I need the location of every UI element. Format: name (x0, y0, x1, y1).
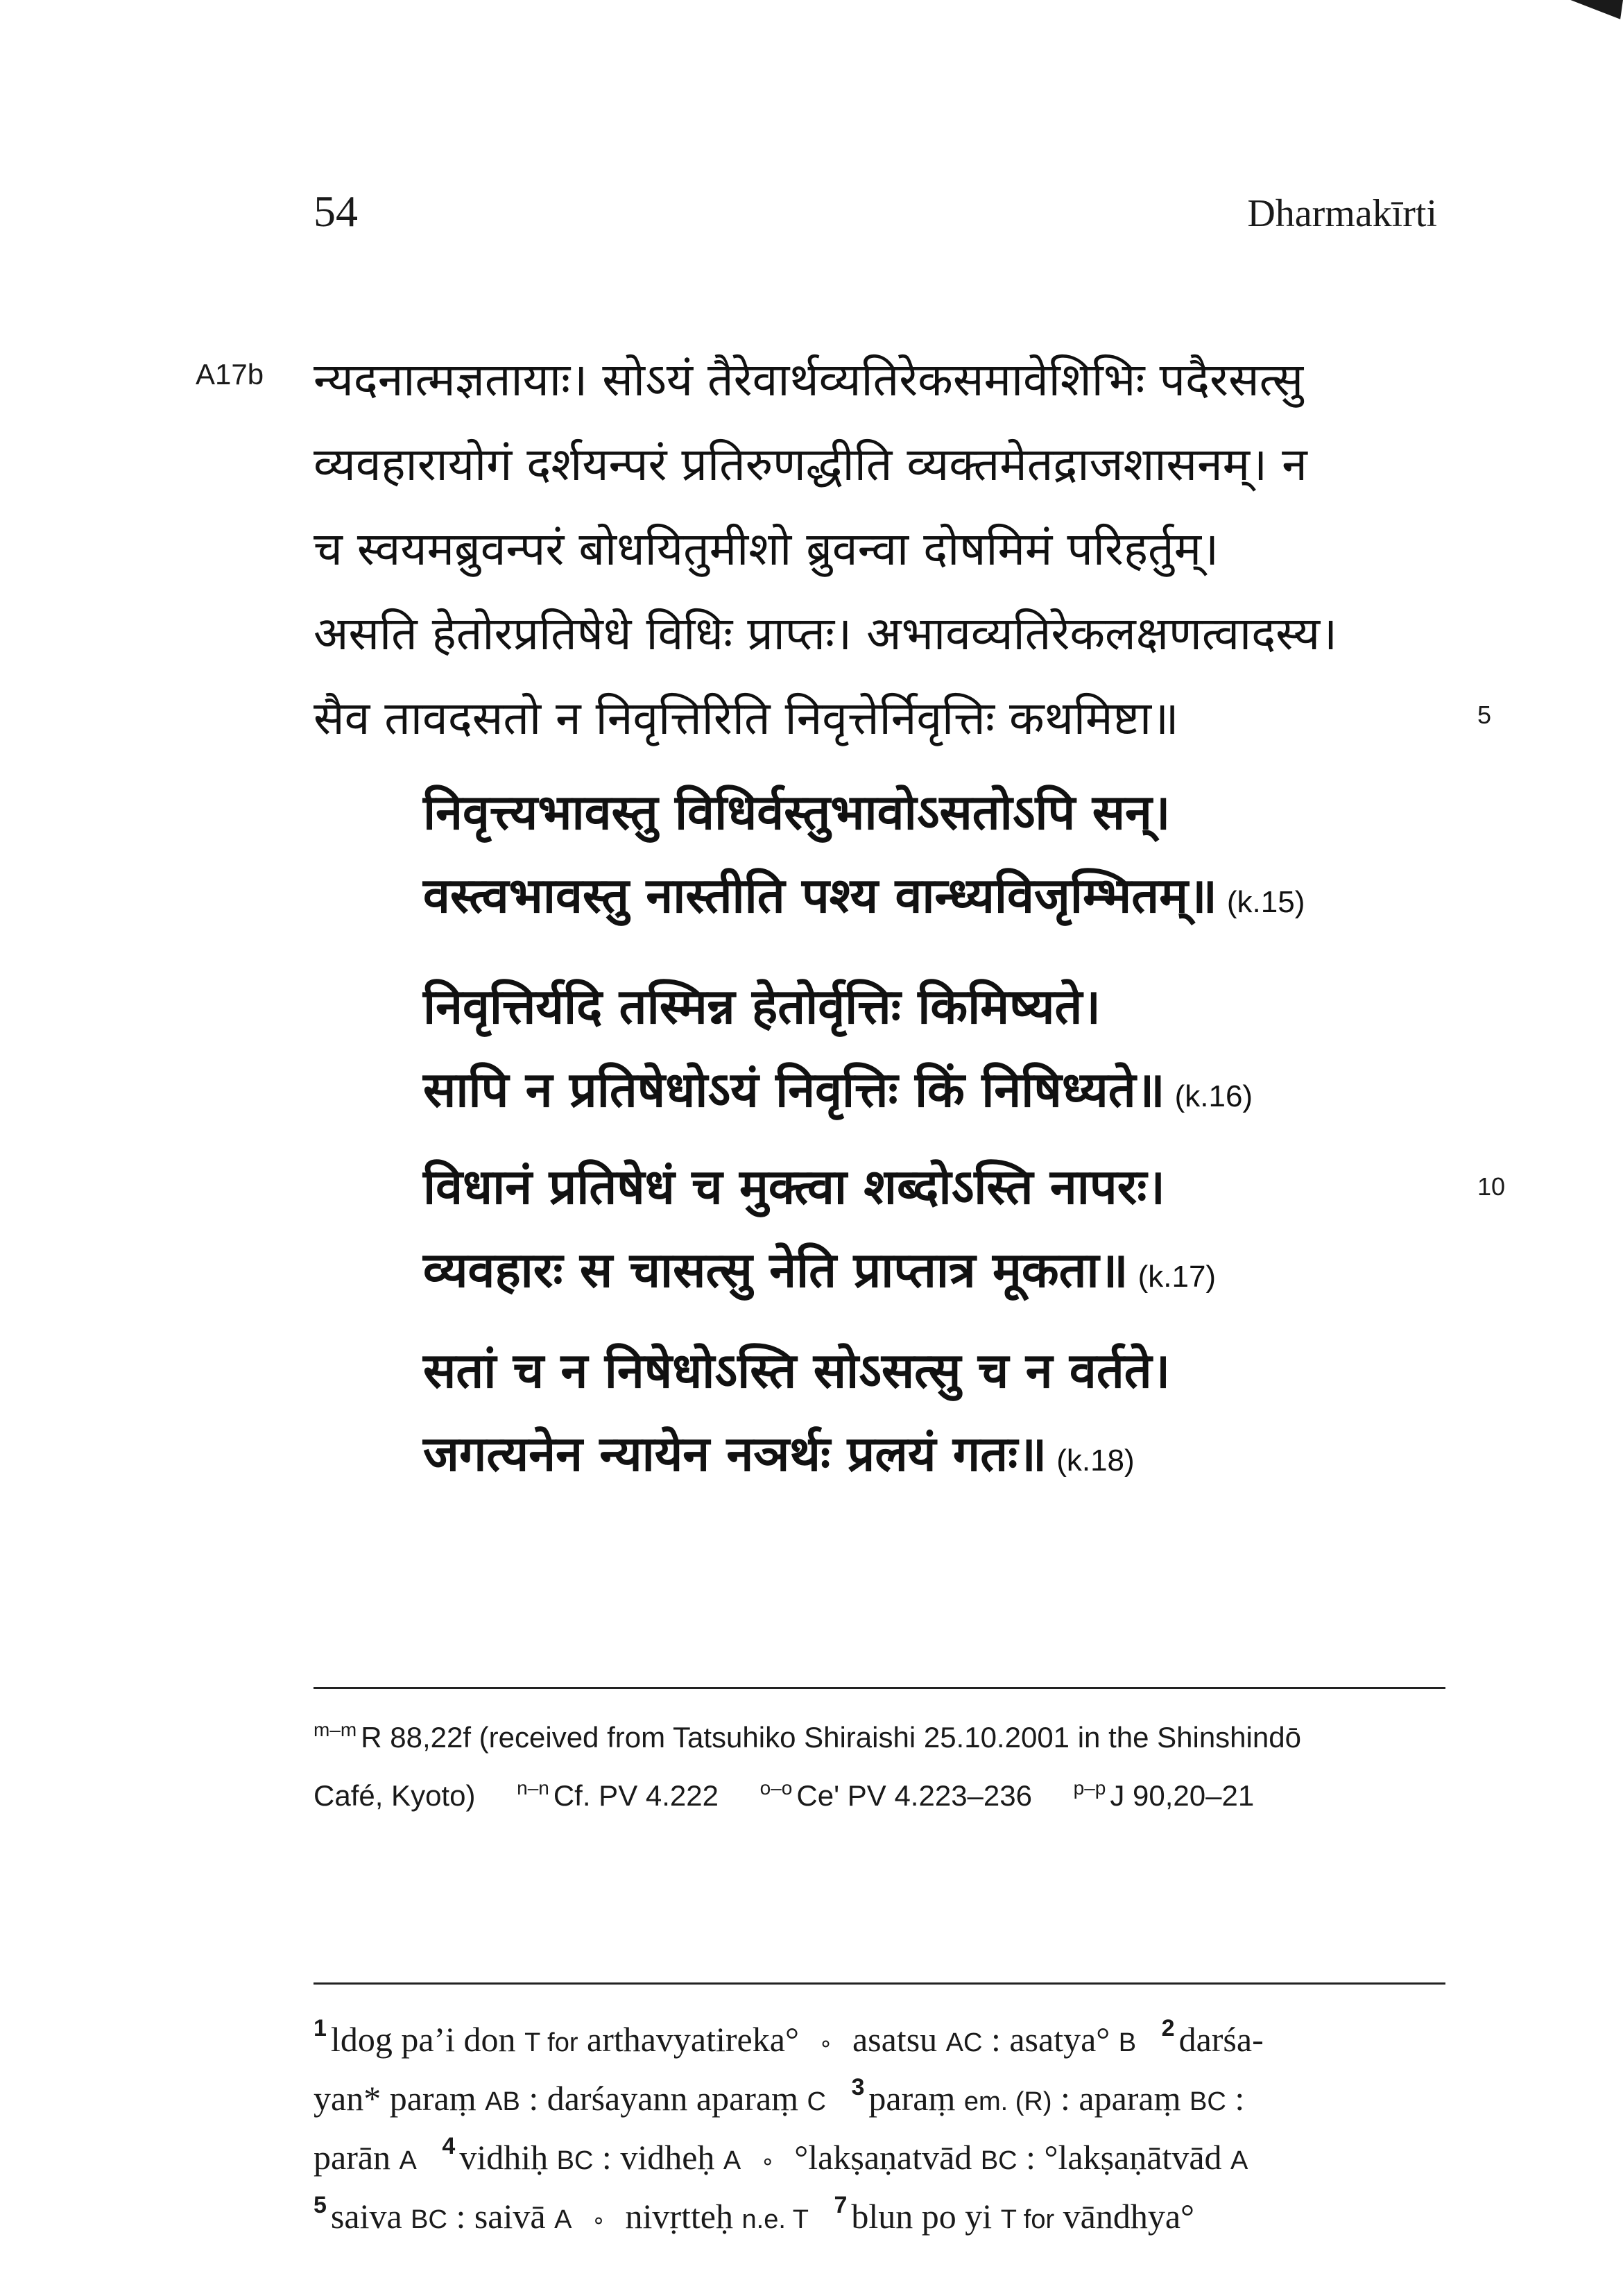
running-title: Dharmakīrti (1247, 192, 1437, 235)
verse-17-line-2 (423, 1235, 1216, 1301)
prose-line-2: व्यवहारायोगं दर्शयन्परं प्रतिरुणद्धीति व्यक्तमेतद्राजशासनम्। न (314, 438, 1307, 491)
note-number: 1 (314, 2015, 327, 2041)
manuscript-folio-ref: A17b (196, 358, 264, 391)
lemma: °lakṣaṇatvād (794, 2138, 972, 2177)
apparatus-line-1 (314, 2015, 1264, 2059)
lemma: vāndhya° (1063, 2197, 1195, 2236)
verse-15-line-1: निवृत्त्यभावस्तु विधिर्वस्तुभावोऽसतोऽपि सन्। (423, 784, 1171, 841)
variant: : saivā (456, 2197, 546, 2236)
lemma: asatsu (852, 2020, 938, 2059)
verse-15-line-2 (423, 860, 1305, 927)
variant: : asatya° (990, 2020, 1110, 2059)
witness: A (1230, 2146, 1248, 2175)
note-text: J 90,20–21 (1110, 1779, 1255, 1812)
witness: AC (945, 2028, 983, 2057)
prose-line-4: असति हेतोरप्रतिषेधे विधिः प्राप्तः। अभावव्यतिरेकलक्षणत्वादस्य। (314, 607, 1338, 660)
karika-ref: (k.15) (1226, 885, 1305, 919)
witness: A (399, 2146, 417, 2175)
witness: BC (411, 2205, 447, 2234)
footnote-divider (314, 1687, 1445, 1689)
lemma: blun po yi (851, 2197, 993, 2236)
lemma: yan* paraṃ (314, 2079, 476, 2118)
witness: A (554, 2205, 572, 2234)
separator: ∘ (818, 2031, 833, 2056)
source-note-line-2 (314, 1777, 1254, 1813)
source-note-line-1 (314, 1719, 1301, 1754)
witness: C (807, 2087, 826, 2116)
note-number: 5 (314, 2192, 327, 2218)
witness: BC (980, 2146, 1017, 2175)
apparatus-line-3 (314, 2133, 1248, 2177)
line-number-5: 5 (1477, 701, 1492, 729)
witness: B (1118, 2028, 1137, 2057)
verse-text: व्यवहारः स चासत्सु नेति प्राप्तात्र मूकता॥ (423, 1242, 1128, 1299)
note-number: 4 (442, 2133, 456, 2159)
witness: T for (524, 2028, 578, 2057)
separator: ∘ (591, 2208, 606, 2233)
witness: em. (R) (963, 2087, 1052, 2116)
witness: n.e. T (741, 2205, 809, 2234)
prose-line-3: च स्वयमब्रुवन्परं बोधयितुमीशो ब्रुवन्वा दोषमिमं परिहर्तुम्। (314, 522, 1219, 576)
karika-ref: (k.17) (1137, 1260, 1217, 1294)
verse-16-line-1: निवृत्तिर्यदि तस्मिन्न हेतोर्वृत्तिः किमिष्यते। (423, 978, 1101, 1035)
lemma: arthavyatireka° (587, 2020, 799, 2059)
apparatus-line-4 (314, 2192, 1194, 2236)
lemma: saiva (330, 2197, 402, 2236)
witness: AB (485, 2087, 520, 2116)
apparatus-divider (314, 1982, 1445, 1985)
note-text: R 88,22f (received from Tatsuhiko Shiraishi 25.10.2001 in the Shinshindō (361, 1721, 1301, 1754)
verse-text: जगत्यनेन न्यायेन नञर्थः प्रलयं गतः॥ (423, 1425, 1047, 1482)
verse-18-line-1: सतां च न निषेधोऽस्ति सोऽसत्सु च न वर्तते। (423, 1342, 1171, 1399)
lemma: vidhiḥ (459, 2138, 549, 2177)
page-number: 54 (314, 187, 358, 236)
verse-18-line-2 (423, 1419, 1135, 1485)
variant: parān (314, 2138, 391, 2177)
note-label: m–m (314, 1719, 357, 1740)
lemma: ldog pa’i don (330, 2020, 516, 2059)
variant: : vidheḥ (601, 2138, 715, 2177)
note-number: 2 (1161, 2015, 1175, 2041)
variant: : darśayann aparaṃ (529, 2079, 799, 2118)
witness: BC (556, 2146, 594, 2175)
witness: BC (1190, 2087, 1226, 2116)
variant: : aparaṃ (1060, 2079, 1181, 2118)
prose-line-5: सैव तावदसतो न निवृत्तिरिति निवृत्तेर्निवृत्तिः कथमिष्टा॥ (314, 692, 1179, 745)
verse-16-line-2 (423, 1054, 1253, 1121)
separator-colon: : (1235, 2079, 1245, 2118)
lemma: darśa- (1178, 2020, 1264, 2059)
witness: A (723, 2146, 741, 2175)
karika-ref: (k.16) (1174, 1079, 1253, 1113)
lemma: nivṛtteḥ (625, 2197, 734, 2236)
lemma: paraṃ (868, 2079, 956, 2118)
note-number: 7 (834, 2192, 848, 2218)
verse-text: वस्त्वभावस्तु नास्तीति पश्य वान्ध्यविजृम्भितम्॥ (423, 867, 1217, 924)
note-text: Café, Kyoto) (314, 1779, 476, 1812)
verse-17-line-1: विधानं प्रतिषेधं च मुक्त्वा शब्दोऽस्ति नापरः। (423, 1158, 1165, 1215)
separator: ∘ (760, 2149, 775, 2174)
witness: T for (1000, 2205, 1055, 2234)
note-label: n–n (517, 1777, 549, 1799)
note-number: 3 (851, 2074, 865, 2100)
line-number-10: 10 (1477, 1172, 1506, 1201)
note-label: o–o (759, 1777, 793, 1799)
verse-text: सापि न प्रतिषेधोऽयं निवृत्तिः किं निषिध्यते॥ (423, 1061, 1165, 1118)
note-text: Cf. PV 4.222 (553, 1779, 719, 1812)
note-label: p–p (1073, 1777, 1106, 1799)
apparatus-line-2 (314, 2074, 1244, 2118)
note-text: Ce' PV 4.223–236 (796, 1779, 1032, 1812)
scan-corner-mark (1538, 0, 1623, 19)
prose-line-1: न्यदनात्मज्ञतायाः। सोऽयं तैरेवार्थव्यतिरेकसमावेशिभिः पदैरसत्सु (314, 353, 1304, 406)
karika-ref: (k.18) (1056, 1443, 1135, 1477)
variant: : °lakṣaṇātvād (1026, 2138, 1222, 2177)
